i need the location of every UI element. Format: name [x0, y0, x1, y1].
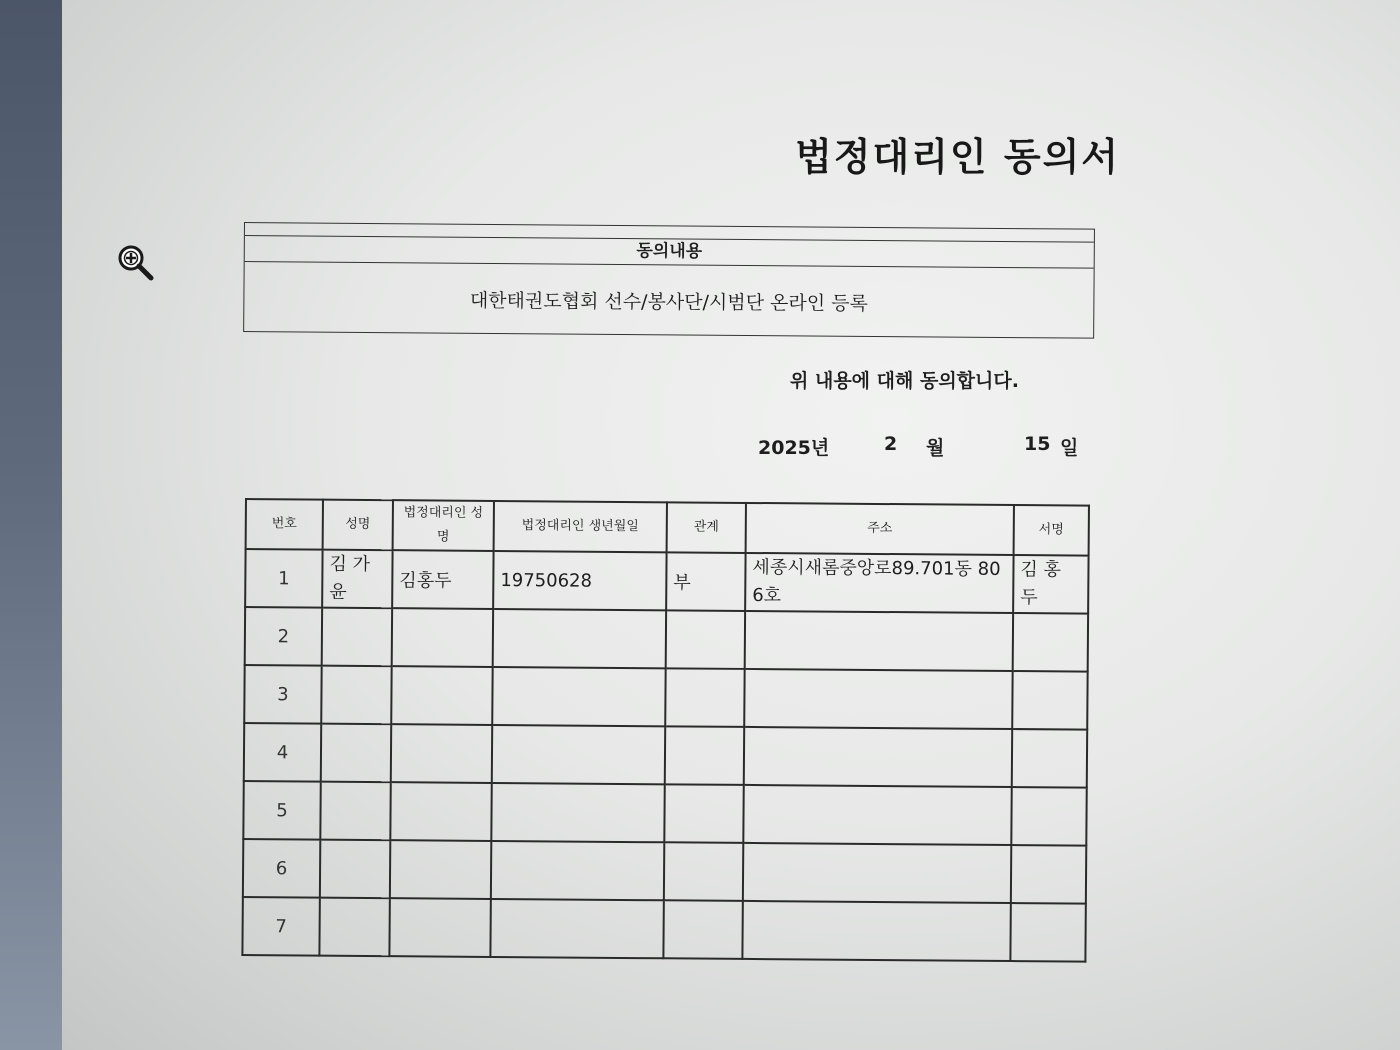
cell-guardian-birth	[492, 725, 665, 784]
cell-signature: 김 홍 두	[1013, 555, 1088, 614]
cell-guardian-birth	[490, 899, 663, 958]
guardian-table-container	[241, 498, 1088, 963]
cell-guardian-birth: 19750628	[493, 551, 666, 610]
agreement-statement: 위 내용에 대해 동의합니다.	[790, 370, 1019, 392]
cell-name	[319, 898, 389, 957]
cell-address	[744, 669, 1012, 729]
header-name: 성명	[323, 500, 393, 551]
consent-header-label: 동의내용	[636, 241, 703, 262]
cell-relation	[664, 784, 743, 843]
cell-relation: 부	[666, 552, 745, 611]
cell-address	[743, 785, 1011, 845]
date-month-value: 2	[884, 433, 898, 455]
cell-relation	[665, 668, 744, 727]
cell-signature	[1010, 903, 1085, 962]
cell-number: 3	[244, 665, 321, 724]
cell-signature	[1012, 671, 1087, 730]
header-signature: 서명	[1014, 505, 1089, 556]
cell-guardian-name	[391, 666, 492, 725]
cell-guardian-name	[392, 608, 493, 667]
consent-header-row	[245, 223, 1094, 269]
cell-address	[744, 727, 1012, 787]
cell-relation	[664, 842, 743, 901]
date-month-label: 월	[926, 437, 945, 459]
header-number: 번호	[246, 499, 323, 550]
cell-name	[322, 608, 392, 667]
cell-guardian-name	[391, 724, 492, 783]
table-row	[245, 607, 1088, 672]
cell-guardian-name: 김홍두	[392, 550, 493, 609]
cell-number: 2	[245, 607, 322, 666]
consent-text: 대한태권도협회 선수/봉사단/시범단 온라인 등록	[469, 289, 868, 315]
cell-guardian-birth	[493, 609, 666, 668]
cell-number: 5	[243, 781, 320, 840]
cell-address	[743, 843, 1011, 903]
cell-signature	[1012, 729, 1087, 788]
cell-number: 6	[243, 839, 320, 898]
consent-content-box	[243, 222, 1095, 339]
header-guardian-birth: 법정대리인 생년월일	[494, 501, 667, 552]
date-day-label: 일	[1060, 437, 1079, 459]
cell-name	[321, 724, 391, 783]
date-year: 2025년	[758, 437, 830, 459]
cell-name	[321, 666, 391, 725]
cell-name	[320, 840, 390, 899]
cell-guardian-name	[390, 782, 491, 841]
table-header-row	[246, 499, 1089, 556]
cell-guardian-birth	[492, 667, 665, 726]
cell-relation	[665, 726, 744, 785]
cell-address	[742, 901, 1010, 961]
cell-address: 세종시새롬중앙로89.701동 806호	[745, 553, 1013, 613]
date-line	[758, 433, 1098, 463]
cell-guardian-birth	[491, 841, 664, 900]
document-title: 법정대리인 동의서	[795, 134, 1120, 179]
zoom-in-icon[interactable]	[116, 243, 156, 283]
cell-signature	[1011, 845, 1086, 904]
table-row	[244, 665, 1087, 730]
header-guardian-name: 법정대리인 성명	[393, 500, 494, 551]
table-row	[242, 897, 1085, 962]
cell-relation	[666, 610, 745, 669]
guardian-table	[241, 498, 1090, 963]
table-row	[243, 781, 1086, 846]
table-row	[244, 723, 1087, 788]
cell-guardian-name	[390, 840, 491, 899]
cell-signature	[1013, 613, 1088, 672]
cell-guardian-name	[389, 898, 490, 957]
cell-number: 4	[244, 723, 321, 782]
window-side-panel	[0, 0, 62, 1050]
cell-guardian-birth	[491, 783, 664, 842]
table-row	[243, 839, 1086, 904]
table-row	[245, 549, 1088, 614]
cell-number: 1	[245, 549, 322, 608]
header-address: 주소	[746, 503, 1014, 555]
cell-signature	[1011, 787, 1086, 846]
header-relation: 관계	[667, 502, 746, 553]
cell-name: 김 가 윤	[322, 550, 392, 609]
cell-address	[745, 611, 1013, 671]
date-day-value: 15	[1024, 433, 1051, 455]
cell-name	[320, 782, 390, 841]
cell-number: 7	[242, 897, 319, 956]
cell-relation	[663, 900, 742, 959]
